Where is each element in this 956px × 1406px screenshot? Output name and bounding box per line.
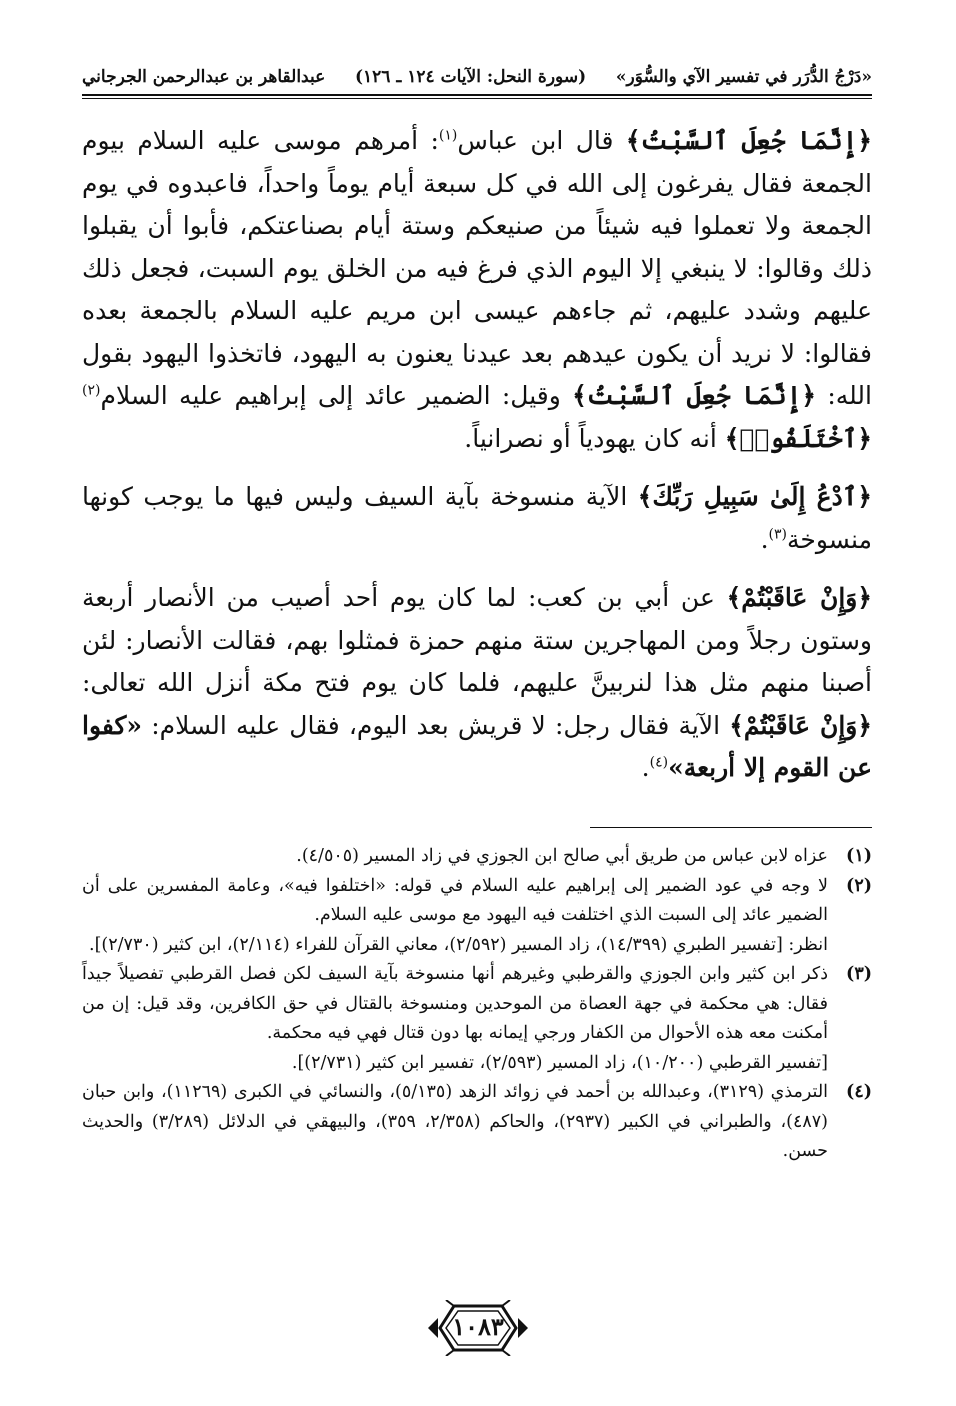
quran-quote: ﴿إِنَّمَا جُعِلَ ٱلسَّبْتُ﴾: [625, 126, 872, 155]
header-book-title: «دَرْجُ الدُّرَر في تفسير الآي والسُّوَر»: [615, 67, 872, 87]
footnote-text: الترمذي (٣١٢٩)، وعبدالله بن أحمد في زوائد الزهد (٥/١٣٥)، والنسائي في الكبرى (١١٢٦٩)، وابن حبان (٤٨٧)، والطبراني في الكبير (٢٩٣٧)، والحاكم (٢/٣٥٨، ٣٥٩)، والبيهقي في الدلائل (٣/٢٨٩) والحديث حسن.: [82, 1082, 829, 1161]
text-run: عن أبي بن كعب: لما كان يوم أحد أصيب من الأنصار أربعة وستون رجلاً ومن المهاجرين ستة منهم حمزة فمثلوا بهم، فقالت الأنصار: لئن أصبنا منهم مثل هذا لنربينَّ عليهم، فلما كان يوم فتح مكة أنزل الله تعالى:: [82, 583, 872, 697]
text-run: : أمرهم موسى عليه السلام بيوم الجمعة فقال يفرغون إلى الله في كل سبعة أيام يوماً واحداً، فاعبدوه في يوم الجمعة ولا تعملوا فيه شيئاً من صنيعكم وستة أيام بصناعتكم، فأبوا أن يقبلوا ذلك وقالوا: لا ينبغي إلا اليوم الذي فرغ فيه من الخلق يوم السبت، فجعل ذلك عليهم وشدد عليهم، ثم جاءهم عيسى ابن مريم عليه السلام بالجمعة بعده فقالوا: لا نريد أن يكون عيدهم بعد عيدنا يعنون به اليهود، فاتخذوا اليهود بقول الله:: [82, 126, 872, 410]
header-rule-thin: [82, 98, 872, 99]
footnote-number: (٢): [846, 875, 872, 896]
hadith-quote: «كفوا عن القوم إلا أربعة»: [82, 710, 872, 782]
main-text: [82, 120, 872, 790]
footnote-number: (٣): [846, 964, 872, 984]
footnote-text: انظر: [تفسير الطبري (١٤/٣٩٩)، زاد المسير (٢/٥٩٢)، معاني القرآن للفراء (٢/١١٤)، ابن كثير (٢/٧٣٠)].: [89, 934, 828, 955]
footnote-ref[interactable]: (١): [438, 127, 458, 144]
footnote-ref[interactable]: (٤): [649, 754, 669, 771]
quran-quote: ﴿ٱخْتَلَفُوا۟﴾: [724, 423, 872, 453]
footnote-text: [تفسير القرطبي (١٠/٢٠٠)، زاد المسير (٢/٥٩٣)، تفسير ابن كثير (٢/٧٣١)].: [291, 1052, 828, 1073]
text-run: وقيل: الضمير عائد إلى إبراهيم عليه السلام: [100, 381, 573, 410]
quran-quote: ﴿إِنَّمَا جُعِلَ ٱلسَّبْتُ﴾: [572, 381, 816, 410]
quran-quote: ﴿ٱدْعُ إِلَىٰ سَبِيلِ رَبِّكَ﴾: [637, 482, 872, 511]
paragraph-sabbath: [82, 120, 872, 460]
footnote-ref[interactable]: (٢): [82, 382, 101, 399]
footnote-number: (١): [846, 846, 872, 866]
footnote-4: [82, 1078, 872, 1167]
footnote-text: لا وجه في عود الضمير إلى إبراهيم عليه السلام في قوله: «اختلفوا فيه»، وعامة المفسرين على أن الضمير عائد إلى السبت الذي اختلفت فيه اليهود مع موسى عليه السلام.: [82, 875, 828, 925]
text-run: .: [760, 524, 769, 554]
page-number: ١٠٨٣: [452, 1312, 504, 1341]
footnote-separator: [590, 827, 872, 828]
footnote-ref[interactable]: (٣): [768, 526, 787, 543]
text-run: قال ابن عباس: [457, 126, 626, 155]
text-run: .: [641, 753, 650, 782]
text-run: الآية فقال رجل: لا قريش بعد اليوم، فقال عليه السلام:: [142, 710, 730, 740]
footnote-2: [82, 872, 872, 961]
paragraph-retaliation: [82, 577, 872, 790]
footnote-1: [82, 842, 872, 872]
quran-quote: ﴿وَإِنْ عَاقَبْتُمْ﴾: [729, 710, 872, 740]
quran-quote: ﴿وَإِنْ عَاقَبْتُمْ﴾: [726, 583, 872, 612]
footnote-number: (٤): [846, 1082, 872, 1102]
footnote-text: ذكر ابن كثير وابن الجوزي والقرطبي وغيرهم أنها منسوخة بآية السيف لكن فصل القرطبي تفصيلاً جيداً فقال: هي محكمة في جهة العصاة من الموحدين ومنسوخة بالقتال في حق الكافرين، وقد قيل: إن من أمكنت معه هذه الأحوال من الكفار ورجي إيمانه بها دون قتال فهي فيه محكمة.: [82, 964, 828, 1043]
footnotes: [82, 842, 872, 1167]
header-author: عبدالقاهر بن عبدالرحمن الجرجاني: [82, 67, 326, 87]
footnote-3: [82, 960, 872, 1078]
text-run: الآية منسوخة بآية السيف وليس فيها ما يوجب كونها منسوخة: [82, 482, 872, 554]
running-header: [82, 62, 872, 92]
footnote-text: عزاه لابن عباس من طريق أبي صالح ابن الجوزي في زاد المسير (٤/٥٠٥).: [296, 846, 828, 866]
header-rule: [82, 94, 872, 96]
page-number-ornament: [426, 1300, 530, 1356]
text-run: أنه كان يهودياً أو نصرانياً.: [464, 423, 725, 453]
header-surah-range: (سورة النحل: الآيات ١٢٤ ـ ١٢٦): [355, 67, 587, 87]
paragraph-call-to-way: [82, 476, 872, 561]
